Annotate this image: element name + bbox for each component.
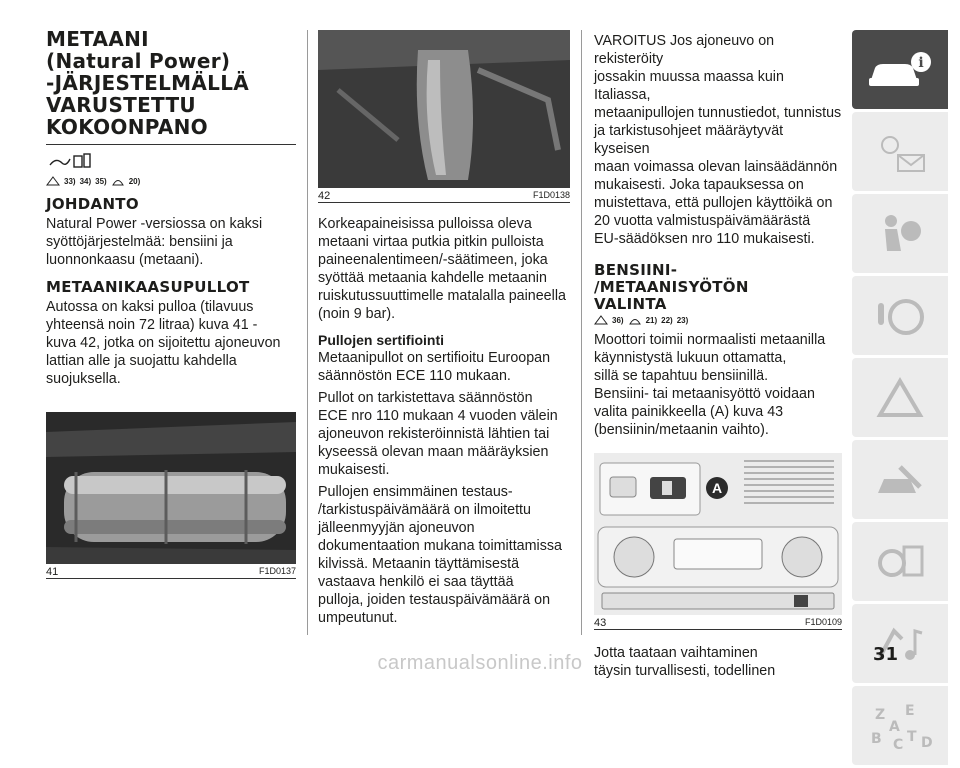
text-line: muistettava, että pullojen käyttöikä on <box>594 195 833 211</box>
text-line: EU-säädöksen nro 110 mukaisesti. <box>594 231 815 247</box>
text-line: Autossa on kaksi pulloa (tilavuus <box>46 299 254 315</box>
ref-33: 33) <box>64 177 76 186</box>
column-left <box>46 28 296 579</box>
tab-car-info[interactable] <box>852 30 948 109</box>
valinta-heading <box>594 262 842 313</box>
text-line: maan voimassa olevan lainsäädännön <box>594 159 838 175</box>
ref-34: 34) <box>79 177 92 186</box>
svg-text:C: C <box>893 736 904 751</box>
text-line: /tarkistuspäivämäärä on ilmoitettu <box>318 502 531 518</box>
flow-text <box>318 215 570 323</box>
title-references <box>46 176 296 186</box>
tab-safety[interactable] <box>852 194 948 273</box>
text-line: metaanipullojen tunnustiedot, tunnistus <box>594 105 842 121</box>
text-line: mukaisesti. <box>318 462 390 478</box>
text-line: jälleenmyyjän ajoneuvon <box>318 520 475 536</box>
figure-41 <box>46 412 296 579</box>
text-line: metaani virtaa putkia pitkin pulloista <box>318 234 544 250</box>
ref-22: 22) <box>661 316 673 325</box>
text-line: syöttöjärjestelmää: bensiini ja <box>46 234 233 250</box>
figure-43-caption <box>594 617 842 629</box>
figure-number: 41 <box>46 566 59 578</box>
figure-42-caption <box>318 190 570 202</box>
text-line: suojuksella. <box>46 371 121 387</box>
caution-hand-icon <box>111 176 125 186</box>
canister-warning-icon <box>48 153 296 174</box>
text-line: jossakin muussa maassa kuin Italiassa, <box>594 69 784 103</box>
svg-text:i: i <box>918 54 924 71</box>
figure-42 <box>318 30 570 203</box>
sertifiointi-p1 <box>318 349 570 385</box>
text-line: mukaisesti. Joka tapauksessa on <box>594 177 804 193</box>
text-line: VAROITUS Jos ajoneuvo on rekisteröity <box>594 33 775 67</box>
sertifiointi-p3 <box>318 483 570 627</box>
tab-starting-driving[interactable] <box>852 276 948 355</box>
heading-line: VALINTA <box>594 295 667 313</box>
column-right <box>594 32 842 680</box>
johdanto-heading: JOHDANTO <box>46 195 139 213</box>
sertifiointi-heading: Pullojen sertifiointi <box>318 332 445 348</box>
text-line: (bensiinin/metaanin vaihto). <box>594 422 769 438</box>
text-line: paineenalentimeen/-säätimeen, joka <box>318 252 548 268</box>
title-line-1: METAANI <box>46 27 149 51</box>
airbag-icon <box>875 211 925 257</box>
text-line: vastaava henkilö ei saa täyttää <box>318 574 514 590</box>
column-middle <box>318 30 570 627</box>
text-line: Jotta taataan vaihtaminen <box>594 645 758 661</box>
svg-text:E: E <box>905 702 915 719</box>
text-line: yhteensä noin 72 litraa) kuva 41 - <box>46 317 258 333</box>
ref-35: 35) <box>95 177 107 186</box>
pullot-text <box>46 298 296 388</box>
text-line: luonnonkaasu (metaani). <box>46 252 204 268</box>
varoitus-text <box>594 32 842 248</box>
svg-text:B: B <box>871 730 882 747</box>
text-line: valita painikkeella (A) kuva 43 <box>594 404 784 420</box>
text-line: säännöstön ECE 110 mukaan. <box>318 368 511 384</box>
text-line: Pullot on tarkistettava säännöstön <box>318 390 533 406</box>
watermark: carmanualsonline.info <box>377 652 583 674</box>
column-divider <box>581 30 582 635</box>
page-number: 31 <box>873 644 899 665</box>
text-line: täysin turvallisesti, todellinen <box>594 663 776 679</box>
figure-code: F1D0109 <box>804 617 842 627</box>
svg-text:Z: Z <box>875 706 886 723</box>
title-line-3: -JÄRJESTELMÄLLÄ <box>46 71 250 95</box>
svg-text:A: A <box>889 718 900 735</box>
text-line: Korkeapaineisissa pulloissa oleva <box>318 216 532 232</box>
sertifiointi-p2 <box>318 389 570 479</box>
tab-emergency[interactable] <box>852 358 948 437</box>
text-line: ruiskutussuuttimelle matalalla paineella <box>318 288 566 304</box>
steering-wheel-icon <box>870 293 930 339</box>
button-a-marker <box>706 477 728 499</box>
column-divider <box>307 30 308 635</box>
text-line: (noin 9 bar). <box>318 306 396 322</box>
title-line-4: VARUSTETTU <box>46 93 196 117</box>
text-line: dokumentaation mukana toimittamissa <box>318 538 562 554</box>
text-line: ajoneuvon rekisteröinnistä lähtien tai <box>318 426 550 442</box>
caution-hand-icon <box>628 315 642 325</box>
title-divider <box>46 144 296 145</box>
warning-triangle-icon <box>594 315 608 325</box>
text-line: sillä se tapahtuu bensiinillä. <box>594 368 769 384</box>
text-line: Pullojen ensimmäinen testaus- <box>318 484 513 500</box>
section-title <box>46 28 296 138</box>
ref-23: 23) <box>676 316 689 325</box>
text-line: 20 vuotta valmistuspäivämäärästä <box>594 213 811 229</box>
warning-triangle-icon <box>46 176 60 186</box>
figure-code: F1D0138 <box>532 190 570 200</box>
title-line-5: KOKOONPANO <box>46 115 208 139</box>
figure-41-caption <box>46 566 296 578</box>
figure-number: 42 <box>318 190 331 202</box>
text-line: lattian alle ja suojattu kahdella <box>46 353 237 369</box>
text-line: Bensiini- tai metaanisyöttö voidaan <box>594 386 815 402</box>
text-line: kyseessä olevan maan määräyksien <box>318 444 549 460</box>
figure-43-image <box>594 453 842 615</box>
lights-message-icon <box>870 129 930 175</box>
text-line: ja tarkistusohjeet määräytyvät kyseisen <box>594 123 784 157</box>
valinta-text <box>594 331 842 439</box>
figure-43 <box>594 453 842 630</box>
text-line: pulloja, joiden testauspäivämäärä on <box>318 592 551 608</box>
valinta-references <box>594 315 842 325</box>
text-line: Metaanipullot on sertifioitu Euroopan <box>318 350 551 366</box>
johdanto-text <box>46 215 296 269</box>
text-line: ECE nro 110 mukaan 4 vuoden välein <box>318 408 558 424</box>
text-line: Moottori toimii normaalisti metaanilla <box>594 332 826 348</box>
pullot-heading: METAANIKAASUPULLOT <box>46 278 250 296</box>
technical-data-icon <box>870 539 930 585</box>
text-line: kilvissä. Metaanin täyttämisestä <box>318 556 520 572</box>
title-line-2: (Natural Power) <box>46 49 231 73</box>
text-line: syöttää metaania kahdelle metaanin <box>318 270 547 286</box>
text-line: umpeutunut. <box>318 610 398 626</box>
index-letters-icon <box>865 701 935 751</box>
figure-41-image <box>46 412 296 564</box>
tab-lights-messages[interactable] <box>852 112 948 191</box>
text-line: Natural Power -versiossa on kaksi <box>46 216 263 232</box>
text-line: käynnistystä lukuun ottamatta, <box>594 350 787 366</box>
svg-text:T: T <box>907 728 917 745</box>
heading-line: /METAANISYÖTÖN <box>594 278 749 296</box>
warning-triangle-icon <box>875 375 925 421</box>
ref-36: 36) <box>612 316 624 325</box>
car-info-icon <box>865 50 935 90</box>
text-line: kuva 42, jotka on sijoitettu ajoneuvon <box>46 335 281 351</box>
heading-line: BENSIINI- <box>594 261 678 279</box>
svg-text:D: D <box>921 734 933 751</box>
wrench-car-icon <box>870 457 930 503</box>
tab-technical-data[interactable] <box>852 522 948 601</box>
marker-label: A <box>711 480 723 496</box>
figure-42-image <box>318 30 570 188</box>
tab-maintenance[interactable] <box>852 440 948 519</box>
figure-code: F1D0137 <box>258 566 296 576</box>
figure-number: 43 <box>594 617 607 629</box>
ref-21: 21) <box>645 316 658 325</box>
ref-20: 20) <box>128 177 141 186</box>
tab-index[interactable] <box>852 686 948 765</box>
